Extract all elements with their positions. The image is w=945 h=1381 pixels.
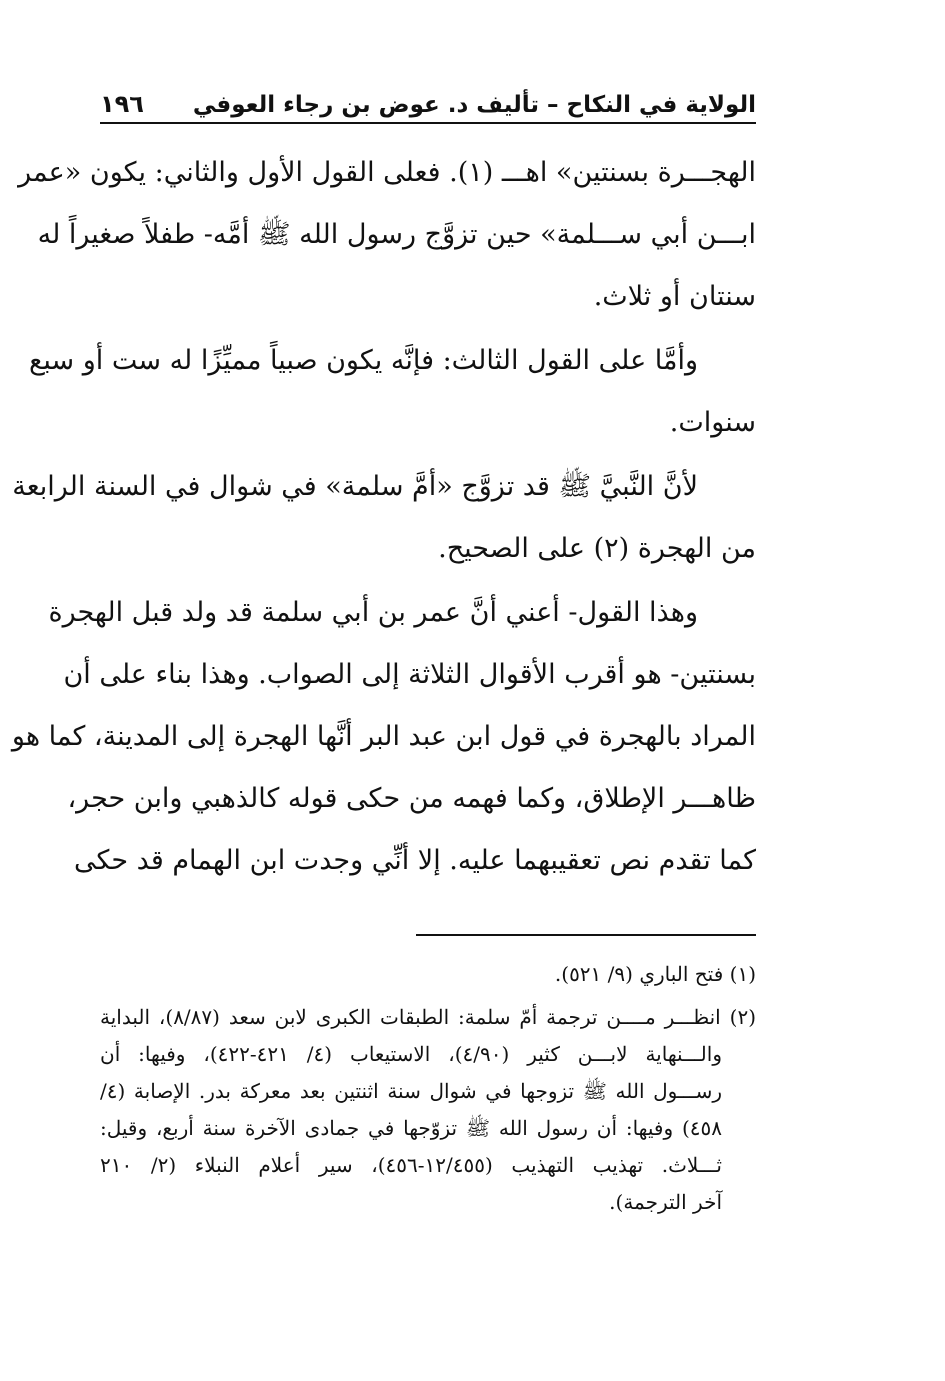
body-text bbox=[11, 142, 756, 892]
page bbox=[11, 78, 756, 892]
footnote-divider bbox=[416, 934, 756, 936]
body-line: ظاهـــر الإطلاق، وكما فهمه من حكى قوله كالذهبي وابن حجر، bbox=[67, 783, 756, 814]
body-line: ابـــن أبي ســـلمة» حين تزوَّج رسول الله ﷺ أمَّه- طفلاً صغيراً له bbox=[37, 219, 756, 250]
body-line: المراد بالهجرة في قول ابن عبد البر أنَّها الهجرة إلى المدينة، كما هو bbox=[11, 721, 756, 752]
header-title: الولاية في النكاح – تأليف د. عوض بن رجاء العوفي bbox=[192, 92, 756, 118]
footnote-2-line: ثـــلاث. تهذيب التهذيب (١٢/٤٥٥-٤٥٦)، سير أعلام النبلاء (٢/ ٢١٠ bbox=[100, 1153, 722, 1177]
footnote-2-line: رســـول الله ﷺ تزوجها في شوال سنة اثنتين بعد معركة بدر. الإصابة (٤/ bbox=[100, 1079, 722, 1103]
body-line: بسنتين- هو أقرب الأقوال الثلاثة إلى الصواب. وهذا بناء على أن bbox=[63, 659, 756, 690]
body-line: الهجـــرة بسنتين» اهـــ (١). فعلى القول الأول والثاني: يكون «عمر bbox=[18, 157, 756, 188]
body-line: لأنَّ النَّبيَّ ﷺ قد تزوَّج «أمَّ سلمة» في شوال في السنة الرابعة bbox=[12, 471, 698, 502]
page-number: ١٩٦ bbox=[100, 90, 144, 118]
body-line: سنوات. bbox=[669, 407, 756, 438]
footnote-2-line: (٢) انظـــر مــــن ترجمة أمّ سلمة: الطبقات الكبرى لابن سعد (٨/٨٧)، البداية bbox=[100, 1005, 756, 1029]
body-line: من الهجرة (٢) على الصحيح. bbox=[438, 533, 756, 564]
body-line: سنتان أو ثلاث. bbox=[593, 281, 756, 312]
footnote-2-line: والـــنهاية لابـــن كثير (٤/٩٠)، الاستيعاب (٤/ ٤٢١-٤٢٢)، وفيها: أن bbox=[100, 1042, 722, 1066]
footnote-2-line: آخر الترجمة). bbox=[609, 1190, 722, 1214]
footnotes bbox=[100, 952, 756, 1221]
footnote-1: (١) فتح الباري (٩/ ٥٢١). bbox=[554, 962, 756, 986]
body-line: كما تقدم نص تعقيبهما عليه. إلا أنِّي وجدت ابن الهمام قد حكى bbox=[73, 845, 756, 876]
body-line: وأمَّا على القول الثالث: فإنَّه يكون صبياً مميِّزًا له ست أو سبع bbox=[29, 345, 698, 376]
footnote-2-line: ٤٥٨) وفيها: أن رسول الله ﷺ تزوّجها في جمادى الآخرة سنة أربع، وقيل: bbox=[100, 1116, 722, 1140]
running-header bbox=[100, 78, 756, 124]
body-line: وهذا القول- أعني أنَّ عمر بن أبي سلمة قد ولد قبل الهجرة bbox=[48, 597, 698, 628]
